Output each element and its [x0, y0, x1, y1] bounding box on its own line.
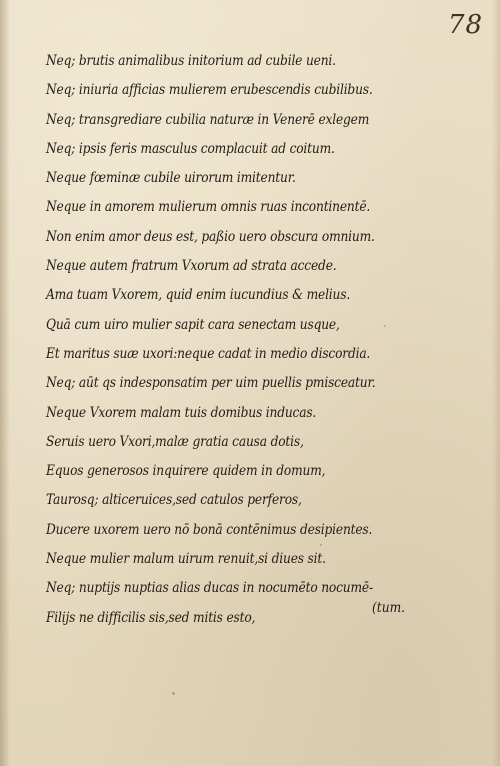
paper-spot: [320, 544, 322, 546]
paper-spot: [172, 692, 175, 695]
text-line: Neq; aūt qs indesponsatim per uim puellis pmisceatur.: [46, 375, 376, 392]
text-line: Ducere uxorem uero nō bonā contēnimus desipientes.: [46, 521, 373, 538]
paper-spot: [384, 325, 386, 327]
text-line: Neque in amorem mulierum omnis ruas incontinentē.: [46, 199, 371, 216]
text-line: Neq; transgrediare cubilia naturæ in Venerē exlegem: [46, 111, 370, 128]
text-line: Filijs ne difficilis sis,sed mitis esto,: [46, 609, 256, 626]
verse-text-block: [46, 47, 476, 633]
text-line: Neq; ipsis feris masculus complacuit ad coitum.: [46, 140, 335, 157]
turnover-word: (tum.: [372, 600, 406, 616]
text-line: Non enim amor deus est, paßio uero obscura omnium.: [46, 228, 375, 245]
text-line: Et maritus suæ uxori:neque cadat in medio discordia.: [46, 345, 371, 362]
text-line: Neque mulier malum uirum renuit,si diues sit.: [46, 551, 326, 568]
text-line: Neque fœminæ cubile uirorum imitentur.: [46, 170, 296, 187]
text-line: Neq; nuptijs nuptias alias ducas in nocumēto nocumē-: [46, 580, 373, 597]
page-gutter-shadow: [0, 0, 10, 766]
text-line: Neque autem fratrum Vxorum ad strata accede.: [46, 258, 337, 275]
text-line: Ama tuam Vxorem, quid enim iucundius & melius.: [46, 287, 351, 304]
folio-number: 78: [448, 10, 484, 40]
text-line: Neque Vxorem malam tuis domibus inducas.: [46, 404, 317, 421]
text-line: Neq; iniuria afficias mulierem erubescendis cubilibus.: [46, 82, 373, 99]
text-line: Quā cum uiro mulier sapit cara senectam usque,: [46, 316, 340, 333]
text-line: Taurosq; alticeruices,sed catulos perferos,: [46, 492, 302, 509]
page-edge-shadow: [492, 0, 500, 766]
text-line: Equos generosos inquirere quidem in domum,: [46, 463, 326, 480]
text-line: Neq; brutis animalibus initorium ad cubile ueni.: [46, 53, 336, 69]
text-line: Seruis uero Vxori,malæ gratia causa dotis,: [46, 433, 304, 450]
